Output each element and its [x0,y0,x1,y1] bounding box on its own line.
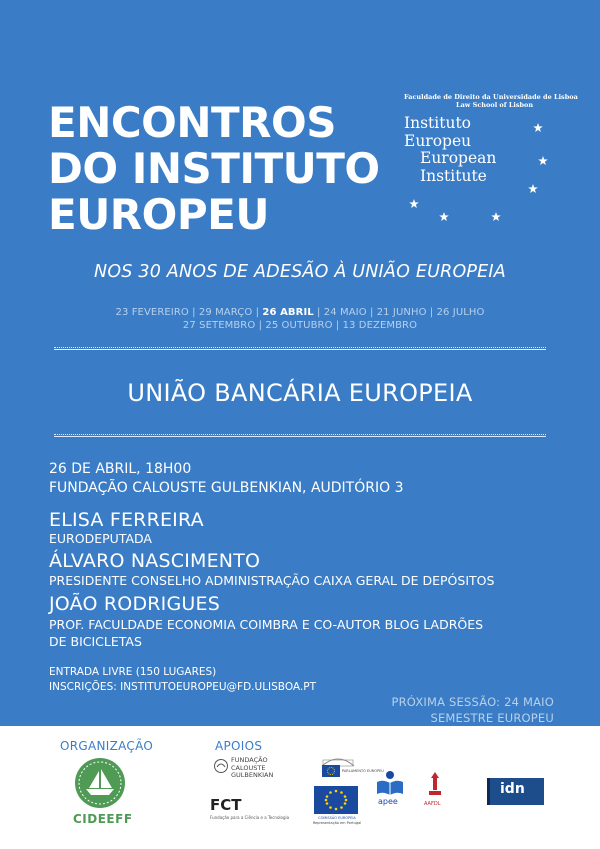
institute-name-line-2: Europeu [404,131,472,150]
comissao-line-1: COMISSÃO EUROPEIA [318,816,356,820]
support-label: APOIOS [215,739,263,753]
idn-logo [487,778,544,805]
current-session-date: 26 ABRIL [262,307,314,318]
session-topic: UNIÃO BANCÁRIA EUROPEIA [127,379,473,407]
title-line-3: EUROPEU [48,190,269,239]
idn-label: idn [500,781,525,797]
instituto-europeu-logo [404,93,578,233]
dates-before: 23 FEVEREIRO | 29 MARÇO | [115,307,263,318]
speaker-2-role: PRESIDENTE CONSELHO ADMINISTRAÇÃO CAIXA GERAL DE DEPÓSITOS [49,573,495,588]
parlamento-label: PARLAMENTO EUROPEU [342,769,384,773]
speaker-3-role-line-1: PROF. FACULDADE ECONOMIA COIMBRA E CO-AUTOR BLOG LADRÕES [49,617,484,632]
comissao-europeia-label [311,816,363,825]
entry-info: ENTRADA LIVRE (150 LUGARES) [49,666,217,678]
faculty-name-line-1: Faculdade de Direito da Universidade de Lisboa [404,93,578,101]
registration-info: INSCRIÇÕES: INSTITUTOEUROPEU@FD.ULISBOA.PT [49,681,316,693]
eu-flag-small-icon [322,765,340,777]
cideeff-label: CIDEEFF [73,812,133,826]
fct-subtitle: Fundação para a Ciência e a Tecnologia [210,815,290,820]
eu-flag-icon [314,786,358,814]
speaker-1-role: EURODEPUTADA [49,531,152,546]
speaker-3-role-line-2: DE BICICLETAS [49,634,142,649]
comissao-line-2: Representação em Portugal [312,820,362,825]
apee-label: apee [378,797,398,806]
dates-after: | 24 MAIO | 21 JUNHO | 26 JULHO [313,307,485,318]
gulbenkian-line-3: GULBENKIAN [231,771,274,779]
institute-name-line-1: Instituto [404,114,472,132]
fct-logo: FCT [210,796,242,814]
organization-label: ORGANIZAÇÃO [60,739,154,753]
gulbenkian-line-1: FUNDAÇÃO [231,756,268,764]
cideeff-ship-icon [72,757,128,809]
divider-top [54,347,546,350]
session-dates-line-1 [0,307,600,318]
gulbenkian-line-2: CALOUSTE [231,763,266,772]
divider-bottom [54,434,546,437]
institute-name-line-3: European [420,149,497,167]
subtitle: NOS 30 ANOS DE ADESÃO À UNIÃO EUROPEIA [94,262,506,282]
event-datetime: 26 DE ABRIL, 18H00 [49,461,192,477]
poster-title [48,100,380,238]
title-line-2: DO INSTITUTO [48,144,380,193]
faculty-name-line-2: Law School of Lisbon [456,101,534,109]
gulbenkian-icon [213,758,229,774]
apee-book-icon [375,770,405,796]
aafdl-label: AAFDL [424,801,441,807]
title-line-1: ENCONTROS [48,98,336,147]
eu-stars-icon [404,93,578,233]
next-session-topic: SEMESTRE EUROPEU [430,711,554,725]
speaker-3-name: JOÃO RODRIGUES [49,593,220,615]
session-dates-line-2: 27 SETEMBRO | 25 OUTUBRO | 13 DEZEMBRO [182,320,418,331]
next-session-date: PRÓXIMA SESSÃO: 24 MAIO [391,695,554,709]
aafdl-emblem-icon [425,770,445,798]
event-venue: FUNDAÇÃO CALOUSTE GULBENKIAN, AUDITÓRIO 3 [49,480,404,496]
speaker-1-name: ELISA FERREIRA [49,509,204,531]
speaker-2-name: ÁLVARO NASCIMENTO [49,550,261,572]
gulbenkian-logo-text [231,757,273,780]
institute-name-line-4: Institute [420,166,487,185]
